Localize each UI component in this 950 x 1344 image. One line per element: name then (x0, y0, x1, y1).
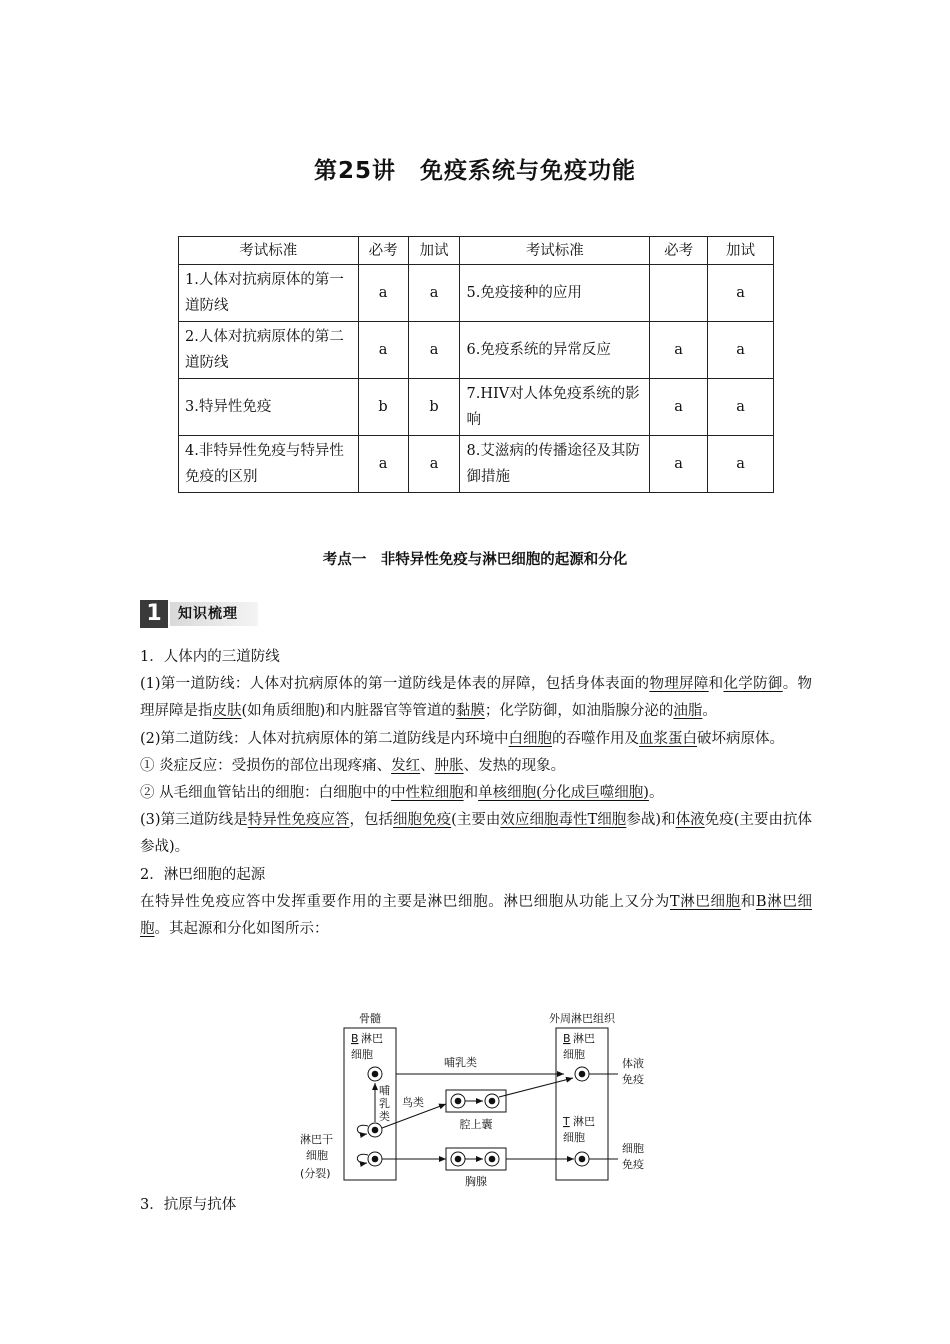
heading-antigen-antibody: 3．抗原与抗体 (140, 1197, 237, 1213)
table-row (179, 322, 774, 379)
required-level: a (358, 436, 408, 493)
paragraph-inflammation (140, 753, 812, 780)
text-run: 在特异性免疫应答中发挥重要作用的主要是淋巴细胞。淋巴细胞从功能上又分为 (140, 893, 670, 910)
required-level: a (650, 379, 708, 436)
label-bone-marrow: 骨髓 (359, 1012, 381, 1025)
required-level: a (358, 265, 408, 322)
cell-peripheral-t (575, 1152, 589, 1166)
standard-item: 8.艾滋病的传播途径及其防御措施 (460, 436, 650, 493)
label-cellular-2: 免疫 (622, 1158, 644, 1171)
header-required-right: 必考 (650, 237, 708, 265)
text-run: (2)第二道防线：人体对抗病原体的第二道防线是内环境中 (140, 730, 509, 747)
knowledge-banner (140, 600, 260, 628)
cell-bursa-2 (485, 1094, 499, 1108)
required-level: a (650, 436, 708, 493)
extra-level: a (408, 322, 460, 379)
answer-blank: 细胞免疫 (393, 812, 452, 829)
paragraph-second-line (140, 726, 812, 753)
cell-bm-mid (368, 1123, 382, 1137)
text-run: 。 (702, 703, 717, 720)
label-bursa: 腔上囊 (459, 1118, 493, 1131)
header-required-left: 必考 (358, 237, 408, 265)
label-mammal-h: 哺乳类 (444, 1056, 477, 1069)
label-humoral-2: 免疫 (622, 1073, 644, 1086)
paragraph-third-line (140, 807, 812, 861)
text-run: 和 (740, 893, 756, 910)
exam-standards-table (178, 236, 774, 493)
table-row (179, 379, 774, 436)
section-title: 考点一 非特异性免疫与淋巴细胞的起源和分化 (322, 552, 628, 568)
heading-lymphocyte-origin: 2．淋巴细胞的起源 (140, 866, 266, 883)
cell-peripheral-b (575, 1067, 589, 1081)
self-renew-arrow-mid (357, 1125, 368, 1134)
table-row (179, 436, 774, 493)
standard-item: 7.HIV对人体免疫系统的影响 (460, 379, 650, 436)
cell-thymus-1 (451, 1152, 465, 1166)
text-run: 。物理屏障是指 (140, 676, 813, 720)
header-standard-right: 考试标准 (460, 237, 650, 265)
extra-level: a (708, 265, 774, 322)
text-run: ，包括 (349, 812, 394, 829)
content-body (140, 644, 812, 943)
text-run: ② 从毛细血管钻出的细胞：白细胞中的 (140, 785, 392, 802)
label-thymus: 胸腺 (465, 1175, 487, 1188)
extra-level: a (708, 379, 774, 436)
arrow-bursa-to-b (499, 1078, 573, 1097)
label-stem-3: (分裂) (300, 1167, 331, 1180)
text-run: 。其起源和分化如图所示： (154, 921, 329, 938)
paragraph-lymphocyte-origin (140, 889, 812, 943)
t-cell-label-2: 细胞 (563, 1131, 585, 1144)
text-run: (3)第三道防线是 (140, 812, 248, 829)
answer-blank: 油脂 (673, 703, 703, 720)
required-level (650, 265, 708, 322)
text-run: 和 (708, 676, 724, 693)
label-stem-2: 细胞 (306, 1149, 328, 1162)
answer-blank: 体液 (675, 812, 705, 829)
b-cell-label-left-2: 细胞 (351, 1048, 373, 1061)
header-extra-left: 加试 (408, 237, 460, 265)
answer-blank: B淋巴细胞 (140, 893, 812, 938)
text-run: ；化学防御，如油脂腺分泌的 (484, 703, 674, 720)
b-cell-label-right-1: 淋巴 (573, 1032, 595, 1045)
answer-blank: 肿胀 (434, 757, 464, 774)
b-cell-label-right-2: 细胞 (563, 1048, 585, 1061)
self-renew-arrow-low (357, 1154, 368, 1163)
answer-blank: 物理屏障 (649, 676, 709, 693)
t-letter: T (563, 1115, 570, 1128)
b-letter-right: B (563, 1032, 571, 1045)
text-run: (1)第一道防线：人体对抗病原体的第一道防线是体表的屏障，包括身体表面的 (140, 676, 650, 693)
cell-bursa-1 (451, 1094, 465, 1108)
paragraph-capillary-cells (140, 780, 812, 807)
answer-blank: 皮肤 (212, 703, 242, 720)
text-run: 破坏病原体。 (697, 730, 785, 747)
answer-blank: 发红 (391, 757, 421, 774)
table-header-row (179, 237, 774, 265)
b-letter-left: B (351, 1032, 359, 1045)
required-level: a (358, 322, 408, 379)
label-bird: 鸟类 (402, 1096, 424, 1109)
standard-item: 1.人体对抗病原体的第一道防线 (179, 265, 359, 322)
text-run: (如角质细胞)和内脏器官等管道的 (241, 703, 456, 720)
label-stem-1: 淋巴干 (300, 1133, 333, 1146)
cell-thymus-2 (485, 1152, 499, 1166)
label-humoral-1: 体液 (622, 1057, 644, 1070)
extra-level: a (708, 322, 774, 379)
required-level: b (358, 379, 408, 436)
answer-blank: 黏膜 (455, 703, 485, 720)
answer-blank: 白细胞 (508, 730, 553, 747)
text-run: 。 (648, 785, 664, 802)
answer-blank: 血浆蛋白 (639, 730, 698, 747)
standard-item: 2.人体对抗病原体的第二道防线 (179, 322, 359, 379)
page-title: 第25讲 免疫系统与免疫功能 (313, 158, 636, 184)
required-level: a (650, 322, 708, 379)
header-standard-left: 考试标准 (179, 237, 359, 265)
table-row (179, 265, 774, 322)
text-run: ① 炎症反应：受损伤的部位出现疼痛、 (140, 757, 392, 774)
label-cellular-1: 细胞 (622, 1142, 644, 1155)
answer-blank: 特异性免疫应答 (247, 812, 350, 829)
extra-level: a (708, 436, 774, 493)
text-run: 免疫(主要由抗体参战)。 (140, 812, 813, 856)
extra-level: b (408, 379, 460, 436)
cell-bm-low (368, 1152, 382, 1166)
answer-blank: 效应细胞毒性T细胞 (500, 812, 627, 829)
lymphocyte-origin-diagram (296, 1010, 660, 1190)
banner-label: 知识梳理 (170, 602, 258, 626)
t-cell-label-1: 淋巴 (573, 1115, 595, 1128)
answer-blank: 单核细胞(分化成巨噬细胞) (478, 785, 649, 802)
label-peripheral-lymph-tissue: 外周淋巴组织 (549, 1012, 615, 1025)
paragraph-first-line (140, 671, 812, 725)
b-cell-label-left-1: 淋巴 (361, 1032, 383, 1045)
standard-item: 6.免疫系统的异常反应 (460, 322, 650, 379)
text-run: 的吞噬作用及 (552, 730, 640, 747)
text-run: (主要由 (451, 812, 501, 829)
label-mammal-v-1: 哺 (379, 1084, 390, 1097)
banner-number: 1 (140, 600, 168, 628)
standard-item: 4.非特异性免疫与特异性免疫的区别 (179, 436, 359, 493)
text-run: 、发热的现象。 (463, 757, 566, 774)
header-extra-right: 加试 (708, 237, 774, 265)
answer-blank: 化学防御 (723, 676, 783, 693)
heading-three-lines: 1．人体内的三道防线 (140, 649, 280, 665)
standard-item: 5.免疫接种的应用 (460, 265, 650, 322)
text-run: 、 (420, 757, 435, 774)
answer-blank: T淋巴细胞 (669, 893, 741, 910)
label-mammal-v-2: 乳 (379, 1097, 390, 1110)
cell-bm-b (368, 1067, 382, 1081)
standard-item: 3.特异性免疫 (179, 379, 359, 436)
extra-level: a (408, 436, 460, 493)
text-run: 和 (463, 785, 479, 802)
label-mammal-v-3: 类 (379, 1110, 390, 1123)
extra-level: a (408, 265, 460, 322)
answer-blank: 中性粒细胞 (391, 785, 464, 802)
text-run: 参战)和 (626, 812, 676, 829)
